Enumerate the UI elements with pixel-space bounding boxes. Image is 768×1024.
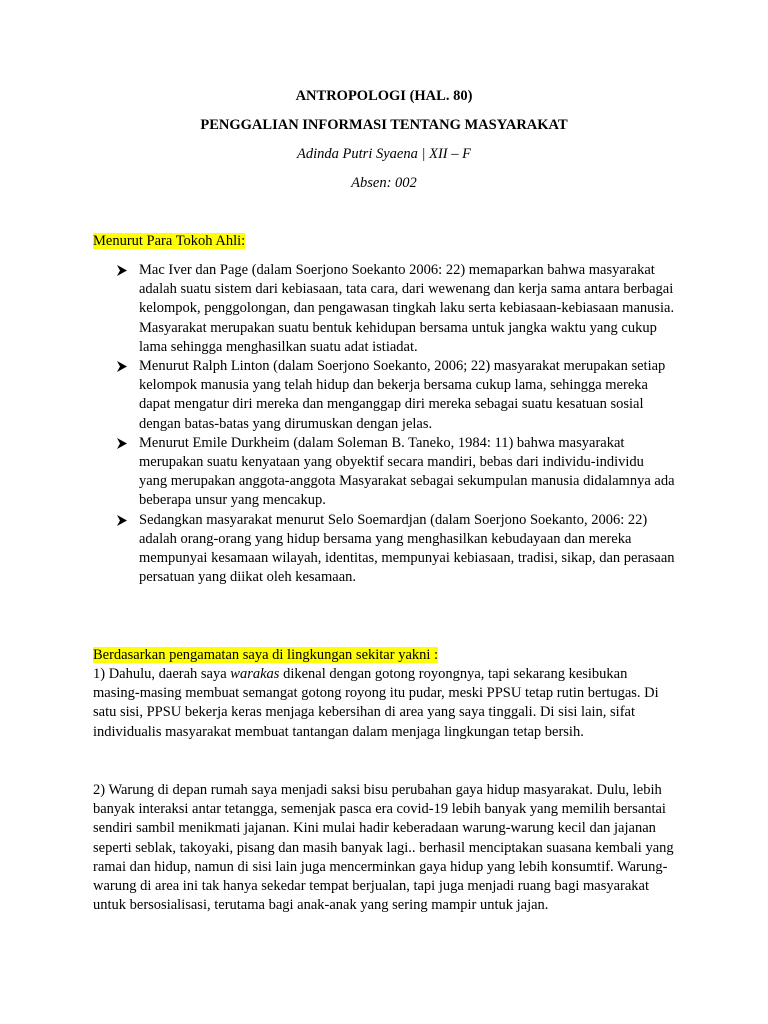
list-item-text: Menurut Ralph Linton (dalam Soerjono Soekanto, 2006; 22) masyarakat merupakan setiap kelompok manusia yang telah hidup dan bekerja bersama cukup lama, sehingga mereka dapat mengatur diri mereka dan menganggap diri mereka sebagai suatu kesatuan sosial dengan batas-batas yang dirumuskan dengan jelas. [139, 358, 666, 432]
list-item [93, 434, 675, 511]
absen-line: Absen: 002 [351, 175, 417, 191]
list-item-text: Mac Iver dan Page (dalam Soerjono Soekanto 2006: 22) memaparkan bahwa masyarakat adalah suatu sistem dari kebiasaan, tata cara, dari wewenang dan kerja sama antara berbagai kelompok, penggolongan, dan pengawasan tingkah laku serta kebiasaan-kebiasaan manusia. Masyarakat merupakan suatu bentuk kehidupan bersama untuk jangka waktu yang cukup lama sehingga menghasilkan suatu adat istiadat. [139, 262, 675, 355]
arrowhead-bullet-icon [115, 357, 129, 376]
observation-paragraph-2: 2) Warung di depan rumah saya menjadi saksi bisu perubahan gaya hidup masyarakat. Dulu, lebih banyak interaksi antar tetangga, semenjak pasca era covid-19 lebih banyak yang memilih bersantai sendiri sambil menikmati jajanan. Kini mulai hadir keberadaan warung-warung kecil dan jajanan seperti seblak, takoyaki, pisang dan masih banyak lagi.. berhasil menciptakan suasana kembali yang ramai dan hidup, namun di sisi lain juga mencerminkan gaya hidup yang lebih konsumtif. Warung-warung di area ini tak hanya sekedar tempat berjualan, tapi juga menjadi ruang bagi masyarakat untuk bersosialisasi, terutama bagi anak-anak yang sering mampir untuk jajan. [93, 782, 674, 914]
list-item-text: Sedangkan masyarakat menurut Selo Soemardjan (dalam Soerjono Soekanto, 2006: 22) adalah orang-orang yang hidup bersama yang menghasilkan kebudayaan dan mereka mempunyai kesamaan wilayah, identitas, mempunyai kebiasaan, tradisi, sikap, dan perasaan persatuan yang diikat oleh kesamaan. [139, 511, 675, 586]
paragraph-text: 1) Dahulu, daerah saya [93, 666, 231, 682]
arrowhead-bullet-icon [115, 434, 129, 453]
document-title: ANTROPOLOGI (HAL. 80) [295, 88, 473, 104]
list-item [93, 511, 675, 588]
observation-paragraph-1 [93, 665, 675, 742]
expert-definitions-list [93, 261, 675, 587]
arrowhead-bullet-icon [115, 261, 129, 280]
highlighted-heading-text: Berdasarkan pengamatan saya di lingkungan sekitar yakni : [93, 647, 439, 663]
section-heading-experts [93, 232, 245, 251]
author-line: Adinda Putri Syaena | XII – F [297, 146, 471, 162]
list-item-text: Menurut Emile Durkheim (dalam Soleman B. Taneko, 1984: 11) bahwa masyarakat merupakan suatu kenyataan yang obyektif secara mandiri, bebas dari individu-individu yang merupakan anggota-anggota Masyarakat sebagai sekumpulan manusia didalamnya ada beberapa unsur yang mencakup. [139, 434, 675, 509]
list-item [93, 261, 675, 357]
paragraph-text: dikenal dengan gotong royongnya, tapi sekarang kesibukan masing-masing membuat semangat gotong royong itu pudar, meski PPSU tetap rutin bertugas. Di satu sisi, PPSU bekerja keras menjaga kebersihan di area yang saya tinggali. Di sisi lain, sifat individualis masyarakat membuat tantangan dalam menjaga lingkungan tetap bersih. [93, 666, 659, 740]
highlighted-heading-text: Menurut Para Tokoh Ahli: [93, 233, 246, 249]
section-heading-observations [93, 646, 438, 665]
arrowhead-bullet-icon [115, 511, 129, 530]
italic-place-name: warakas [230, 666, 280, 682]
list-item [93, 357, 675, 434]
document-subtitle: PENGGALIAN INFORMASI TENTANG MASYARAKAT [200, 117, 568, 133]
